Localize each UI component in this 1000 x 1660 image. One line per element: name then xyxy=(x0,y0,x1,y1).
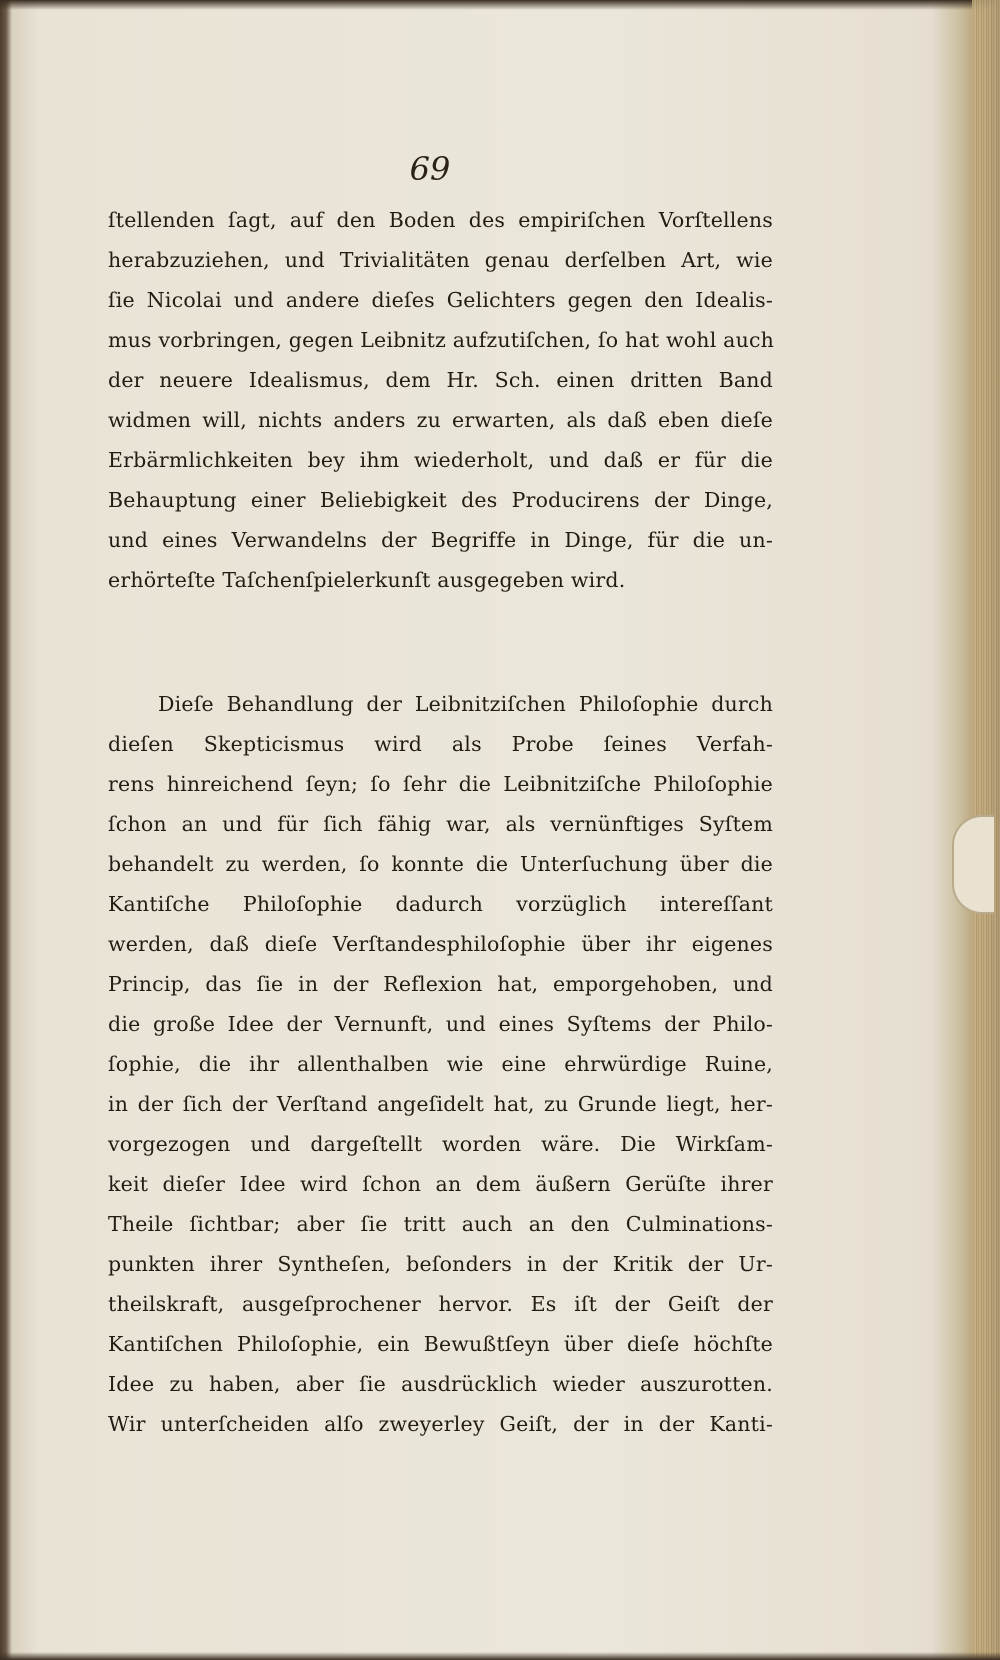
text-line: Idee zu haben, aber ſie ausdrücklich wieder auszurotten. xyxy=(108,1372,773,1396)
paragraph-1 xyxy=(108,200,773,600)
text-line: dieſen Skepticismus wird als Probe ſeines Verfah- xyxy=(108,732,773,756)
text-line: die große Idee der Vernunft, und eines Syſtems der Philo- xyxy=(108,1012,773,1036)
text-line: Wir unterſcheiden alſo zweyerley Geiſt, der in der Kanti- xyxy=(108,1412,773,1436)
text-line: herabzuziehen, und Trivialitäten genau derſelben Art, wie xyxy=(108,248,773,272)
text-line: werden, daß dieſe Verſtandesphiloſophie über ihr eigenes xyxy=(108,932,773,956)
text-line: Kantiſchen Philoſophie, ein Bewußtſeyn über dieſe höchſte xyxy=(108,1332,773,1356)
paragraph-2 xyxy=(108,684,773,1444)
text-line: behandelt zu werden, ſo konnte die Unterſuchung über die xyxy=(108,852,773,876)
text-line: ſtellenden ſagt, auf den Boden des empiriſchen Vorſtellens xyxy=(108,208,773,232)
text-line: vorgezogen und dargeſtellt worden wäre. Die Wirkſam- xyxy=(108,1132,773,1156)
page-bottom-shadow xyxy=(0,1652,1000,1660)
page-top-shadow xyxy=(0,0,1000,10)
text-line: ſchon an und für ſich fähig war, als vernünftiges Syſtem xyxy=(108,812,773,836)
body-text xyxy=(108,200,773,1444)
paragraph-gap xyxy=(108,600,773,684)
text-line: Princip, das ſie in der Reflexion hat, emporgehoben, und xyxy=(108,972,773,996)
text-line: keit dieſer Idee wird ſchon an dem äußern Gerüſte ihrer xyxy=(108,1172,773,1196)
text-line: der neuere Idealismus, dem Hr. Sch. einen dritten Band xyxy=(108,368,773,392)
bookmark-tab xyxy=(952,815,994,914)
text-line: theilskraft, ausgeſprochener hervor. Es iſt der Geiſt der xyxy=(108,1292,773,1316)
text-line: Kantiſche Philoſophie dadurch vorzüglich intereſſant xyxy=(108,892,773,916)
text-line: erhörteſte Taſchenſpielerkunſt ausgegeben wird. xyxy=(108,568,626,592)
text-line: ſie Nicolai und andere dieſes Gelichters gegen den Idealis- xyxy=(108,288,773,312)
text-line: Behauptung einer Beliebigkeit des Producirens der Dinge, xyxy=(108,488,773,512)
text-line: mus vorbringen, gegen Leibnitz aufzutiſchen, ſo hat wohl auch xyxy=(108,328,775,352)
text-line: widmen will, nichts anders zu erwarten, als daß eben dieſe xyxy=(108,408,773,432)
text-line: Dieſe Behandlung der Leibnitziſchen Philoſophie durch xyxy=(158,692,773,716)
text-line: Erbärmlichkeiten bey ihm wiederholt, und daß er für die xyxy=(108,448,773,472)
text-line: in der ſich der Verſtand angeſidelt hat, zu Grunde liegt, her- xyxy=(108,1092,773,1116)
text-line: Theile ſichtbar; aber ſie tritt auch an den Culminations- xyxy=(108,1212,773,1236)
text-line: punkten ihrer Syntheſen, beſonders in der Kritik der Ur- xyxy=(108,1252,773,1276)
text-line: und eines Verwandelns der Begriffe in Dinge, für die un- xyxy=(108,528,773,552)
text-line: rens hinreichend ſeyn; ſo ſehr die Leibnitziſche Philoſophie xyxy=(108,772,773,796)
text-line: ſophie, die ihr allenthalben wie eine ehrwürdige Ruine, xyxy=(108,1052,773,1076)
page-number: 69 xyxy=(409,150,451,188)
